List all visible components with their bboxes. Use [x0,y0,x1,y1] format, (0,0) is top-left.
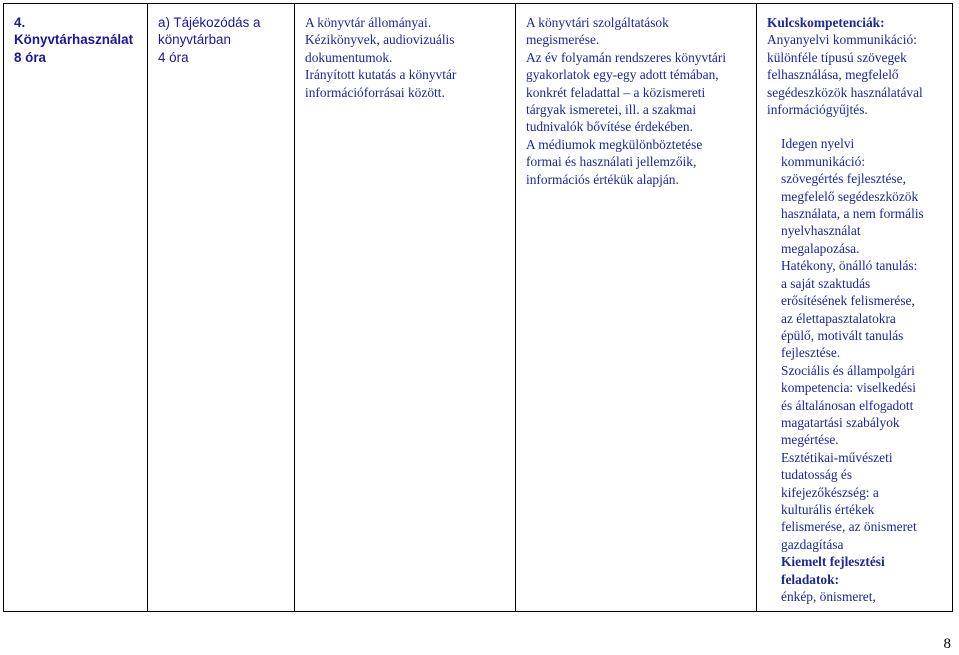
content-line: A könyvtár állományai. [305,15,432,30]
competencies-intro-line: segédeszközök használatával [767,84,923,100]
highlight-text: énkép, önismeret, [781,589,876,604]
competencies-intro-line: különféle típusú szövegek [767,49,907,65]
highlight-heading-line: feladatok: [781,571,840,587]
competency-line: megértése. [781,432,839,448]
requirements-line: A könyvtári szolgáltatások [526,15,669,30]
competency-line: Idegen nyelvi [781,136,855,152]
competencies-intro-line: Anyanyelvi kommunikáció: [767,32,917,48]
content-line: Kézikönyvek, audiovizuális [305,32,455,48]
section-title: Könyvtárhasználat [14,32,134,48]
requirements-line: gyakorlatok egy-egy adott témában, [526,67,719,83]
requirements-line: Az év folyamán rendszeres könyvtári [526,49,727,65]
content-line: információforrásai között. [305,84,445,100]
content-cell [295,4,516,612]
competencies-intro-line: felhasználása, megfelelő [767,67,899,83]
section-cell [4,4,148,612]
competency-line: magatartási szabályok [781,414,900,430]
page-number: 8 [943,636,951,652]
competency-line: gazdagítása [781,536,844,552]
section-hours: 8 óra [14,49,47,65]
topic-hours: 4 óra [158,49,189,65]
competency-line: erősítésének felismerése, [781,293,915,309]
highlight-heading-line: Kiemelt fejlesztési [781,554,885,570]
table-row [4,4,953,612]
competency-line: Hatékony, önálló tanulás: [781,258,918,274]
curriculum-table [3,3,953,612]
competency-line: kifejezőkészség: a [781,484,879,500]
requirements-line: formai és használati jellemzőik, [526,154,697,170]
content-line: Irányított kutatás a könyvtár [305,67,457,83]
competency-line: fejlesztése. [781,345,841,361]
competency-line: Esztétikai-művészeti [781,449,893,465]
competency-line: megfelelő segédeszközök [781,188,919,204]
competency-line: szövegértés fejlesztése, [781,171,906,187]
competency-line: épülő, motivált tanulás [781,327,904,343]
requirements-line: A médiumok megkülönböztetése [526,136,703,152]
competency-line: kompetencia: viselkedési [781,380,916,396]
competency-line: és általánosan elfogadott [781,397,914,413]
competency-line: használata, a nem formális [781,206,924,222]
competencies-cell [757,4,953,612]
competency-line: megalapozása. [781,240,860,256]
competency-line: az élettapasztalatokra [781,310,896,326]
requirements-line: konkrét feladattal – a közismereti [526,84,706,100]
section-number: 4. [14,15,26,30]
topic-cell [148,4,295,612]
topic-line: a) Tájékozódás a [158,15,261,30]
competency-line: kommunikáció: [781,153,866,169]
requirements-line: információs értékük alapján. [526,171,679,187]
competency-line: nyelvhasználat [781,223,861,239]
competency-line: tudatosság és [781,467,853,483]
competencies-intro-line: információgyűjtés. [767,102,868,118]
competency-line: kulturális értékek [781,501,875,517]
competencies-heading: Kulcskompetenciák: [767,15,885,30]
competency-line: Szociális és állampolgári [781,362,915,378]
requirements-cell [516,4,757,612]
competency-line: felismerése, az önismeret [781,519,917,535]
content-line: dokumentumok. [305,49,393,65]
requirements-line: tudnivalók bővítése érdekében. [526,119,693,135]
topic-line: könyvtárban [158,32,231,48]
requirements-line: tárgyak ismeretei, ill. a szakmai [526,102,697,118]
competency-line: a saját szaktudás [781,275,871,291]
requirements-line: megismerése. [526,32,600,48]
